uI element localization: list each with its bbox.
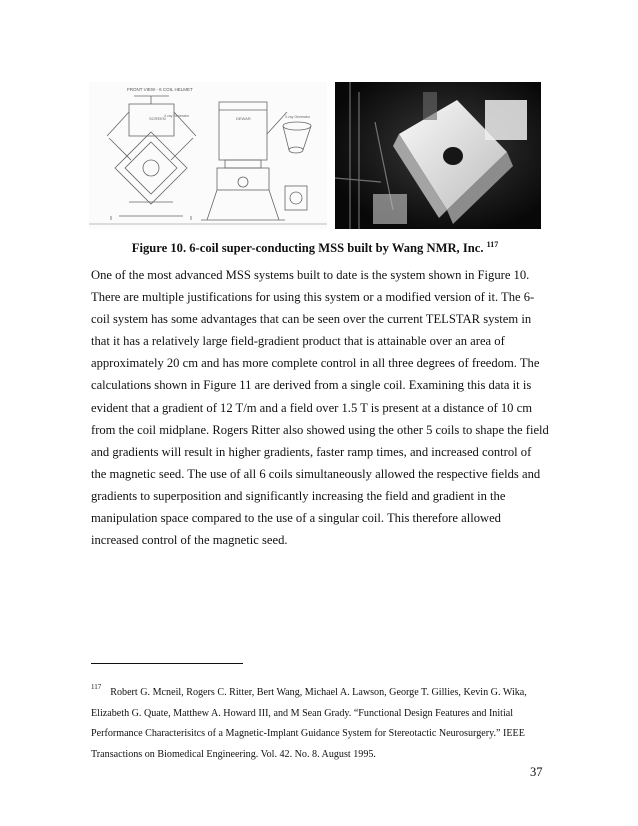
page-number: 37	[530, 765, 543, 779]
drawing-label-xray-right: X-ray Generator	[285, 115, 311, 119]
drawing-label-dewar: DEWAR	[236, 116, 251, 121]
drawing-title: FRONT VIEW - 6 COIL HELMET	[127, 87, 193, 92]
footnote-text: Robert G. Mcneil, Rogers C. Ritter, Bert Wang, Michael A. Lawson, George T. Gillies, Kevin G. Wika, Elizabeth G. Quate, Matthew A. Howard III, and M Sean Grady. “Functional Design Features and Initial Performance Characterisitcs of a Magnetic-Implant Guidance System for Stereotactic Neurosurgery.” IEEE Transactions on Biomedical Engineering. Vol. 42. No. 8. August 1995.	[91, 687, 527, 760]
figure-10	[89, 82, 541, 229]
caption-text: Figure 10. 6-coil super-conducting MSS built by Wang NMR, Inc.	[131, 241, 484, 255]
figure-caption	[89, 236, 541, 257]
footnote-number: 117	[91, 683, 102, 691]
drawing-label-screen: SCREEN	[149, 116, 166, 121]
drawing-label-xray-left: X-ray Generator	[164, 114, 190, 118]
body-paragraph: One of the most advanced MSS systems built to date is the system shown in Figure 10. There are multiple justifications for using this system or a modified version of it. The 6-coil system has some advantages that can be seen over the current TELSTAR system in that it has a relatively large field-gradient product that is attainable over an area of approximately 20 cm and has more complete control in all three degrees of freedom. The calculations shown in Figure 11 are derived from a single coil. Examining this data it is evident that a gradient of 12 T/m and a field over 1.5 T is present at a distance of 10 cm from the coil midplane. Rogers Ritter also showed using the other 5 coils to shape the field and gradients will result in higher gradients, faster ramp times, and increased control of the magnetic seed. The use of all 6 coils simultaneously allowed the respective fields and gradients to superposition and significantly increasing the field and gradient in the manipulation space compared to the use of a singular coil. This therefore allowed increased control of the magnetic seed.	[91, 268, 549, 548]
footnote-divider	[91, 663, 243, 664]
footnote	[91, 677, 553, 765]
caption-footnote-ref: 117	[486, 240, 499, 249]
system-photo	[335, 82, 541, 229]
technical-drawing	[89, 82, 327, 229]
